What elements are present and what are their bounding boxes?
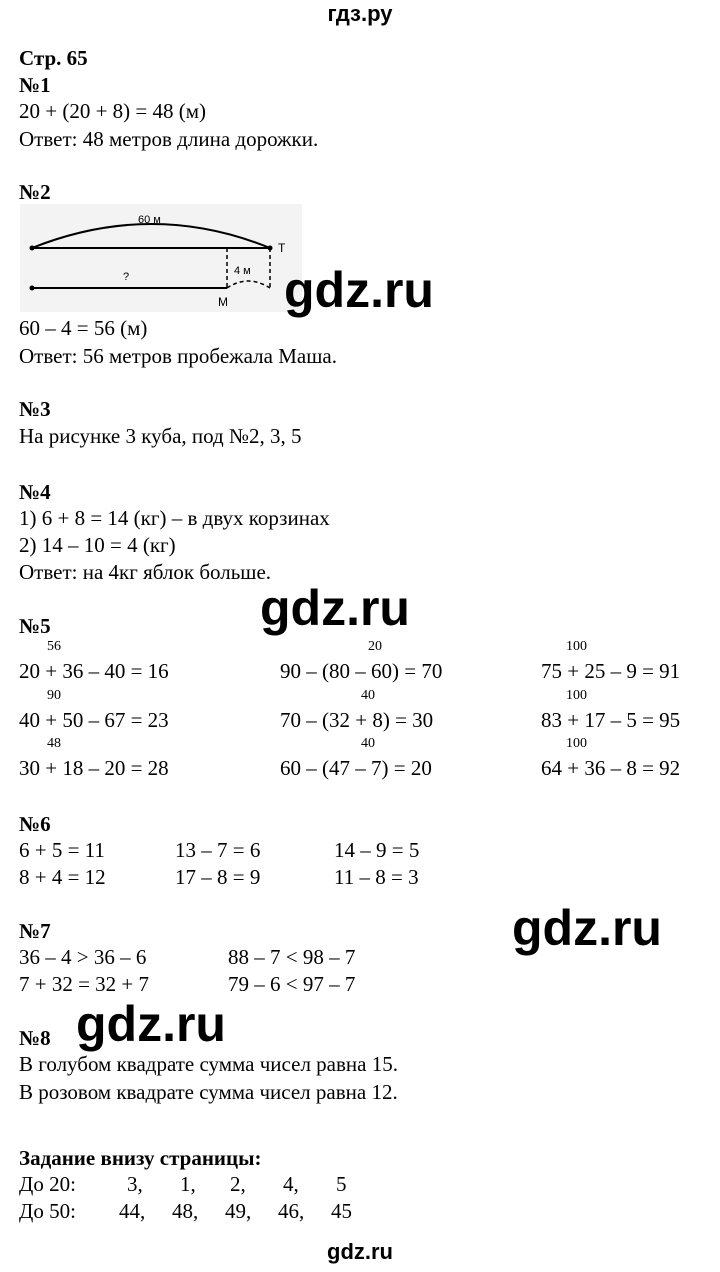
- segment-diagram: [20, 204, 302, 312]
- task-6-number: №6: [19, 812, 51, 836]
- task-5-equation: 60 – (47 – 7) = 20: [280, 756, 432, 780]
- task-4-number: №4: [19, 480, 51, 504]
- task-2-number: №2: [19, 180, 51, 204]
- task-1-number: №1: [19, 73, 51, 97]
- task-8-number: №8: [19, 1026, 51, 1050]
- task-7-number: №7: [19, 919, 51, 943]
- task-3-line: На рисунке 3 куба, под №2, 3, 5: [19, 424, 302, 448]
- task-6-equation: 13 – 7 = 6: [175, 838, 261, 862]
- task-7-comparison: 79 – 6 < 97 – 7: [228, 972, 356, 996]
- task-2-line: 60 – 4 = 56 (м): [19, 316, 148, 340]
- bottom-row-value: 44,: [119, 1199, 146, 1223]
- bottom-row-value: 45: [331, 1199, 352, 1223]
- task-5-equation: 70 – (32 + 8) = 30: [280, 708, 434, 732]
- task-7-comparison: 88 – 7 < 98 – 7: [228, 945, 356, 969]
- bottom-row-value: 1,: [180, 1172, 196, 1196]
- task-2-answer: Ответ: 56 метров пробежала Маша.: [19, 344, 337, 368]
- task-5-superscript: 100: [566, 688, 587, 703]
- diagram-top-label: 60 м: [138, 214, 161, 226]
- task-3-number: №3: [19, 397, 51, 421]
- task-1-answer: Ответ: 48 метров длина дорожки.: [19, 127, 319, 151]
- task-6-equation: 17 – 8 = 9: [175, 865, 261, 889]
- task-7-comparison: 7 + 32 = 32 + 7: [19, 972, 150, 996]
- bottom-row-label: До 50:: [19, 1199, 76, 1223]
- task-5-superscript: 48: [47, 736, 61, 751]
- bottom-row-value: 4,: [283, 1172, 299, 1196]
- task-5-equation: 75 + 25 – 9 = 91: [541, 659, 681, 683]
- task-4-answer: Ответ: на 4кг яблок больше.: [19, 560, 272, 584]
- bottom-task-title: Задание внизу страницы:: [19, 1146, 262, 1170]
- task-5-equation: 40 + 50 – 67 = 23: [19, 708, 169, 732]
- watermark: gdz.ru: [512, 900, 662, 956]
- task-5-equation: 83 + 17 – 5 = 95: [541, 708, 681, 732]
- bottom-row-value: 49,: [225, 1199, 252, 1223]
- task-5-equation: 90 – (80 – 60) = 70: [280, 659, 443, 683]
- task-8-line: В голубом квадрате сумма чисел равна 15.: [19, 1052, 398, 1076]
- bottom-row-value: 48,: [172, 1199, 199, 1223]
- diagram-question-label: ?: [123, 271, 130, 283]
- task-1-line: 20 + (20 + 8) = 48 (м): [19, 99, 207, 123]
- task-5-equation: 20 + 36 – 40 = 16: [19, 659, 169, 683]
- bottom-row-label: До 20:: [19, 1172, 76, 1196]
- bottom-row-value: 46,: [278, 1199, 305, 1223]
- task-5-superscript: 90: [47, 688, 61, 703]
- bottom-row-value: 2,: [230, 1172, 246, 1196]
- task-7-comparison: 36 – 4 > 36 – 6: [19, 945, 147, 969]
- task-4-line: 1) 6 + 8 = 14 (кг) – в двух корзинах: [19, 506, 330, 530]
- task-6-equation: 14 – 9 = 5: [334, 838, 420, 862]
- diagram-point-t: Т: [278, 241, 286, 255]
- watermark: gdz.ru: [284, 262, 434, 318]
- task-8-line: В розовом квадрате сумма чисел равна 12.: [19, 1080, 398, 1104]
- task-5-equation: 30 + 18 – 20 = 28: [19, 756, 169, 780]
- task-6-equation: 8 + 4 = 12: [19, 865, 106, 889]
- bottom-row-value: 5: [336, 1172, 347, 1196]
- watermark: gdz.ru: [260, 580, 410, 636]
- task-5-number: №5: [19, 614, 51, 638]
- diagram-segment-label: 4 м: [234, 265, 251, 277]
- task-4-line: 2) 14 – 10 = 4 (кг): [19, 533, 176, 557]
- header-site: гдз.ру: [327, 1, 393, 26]
- task-5-superscript: 100: [566, 639, 587, 654]
- bottom-row-value: 3,: [127, 1172, 143, 1196]
- footer-site: gdz.ru: [327, 1239, 393, 1264]
- task-5-superscript: 56: [47, 639, 61, 654]
- task-6-equation: 11 – 8 = 3: [334, 865, 419, 889]
- watermark: gdz.ru: [76, 996, 226, 1052]
- diagram-point-m: М: [218, 295, 228, 309]
- page-ref: Стр. 65: [19, 46, 88, 70]
- task-5-superscript: 40: [361, 688, 375, 703]
- task-5-superscript: 100: [566, 736, 587, 751]
- task-5-equation: 64 + 36 – 8 = 92: [541, 756, 681, 780]
- task-5-superscript: 40: [361, 736, 375, 751]
- task-6-equation: 6 + 5 = 11: [19, 838, 105, 862]
- task-5-superscript: 20: [368, 639, 382, 654]
